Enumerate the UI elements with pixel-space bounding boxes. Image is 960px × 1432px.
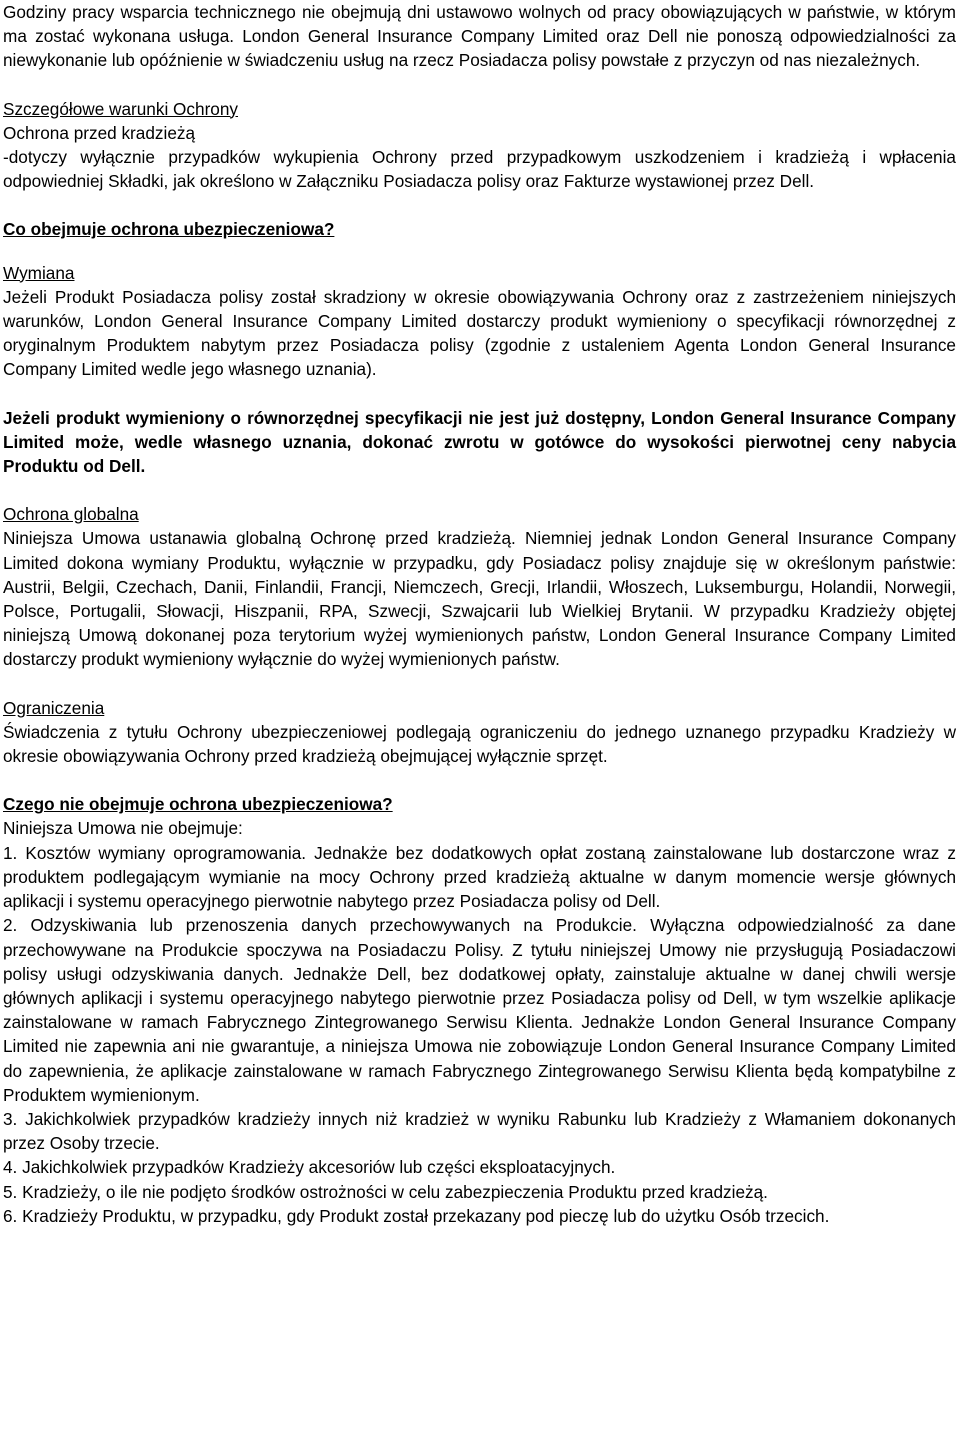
subheading-replacement: Wymiana <box>3 262 75 283</box>
spacer <box>3 242 956 261</box>
cash-refund-note: Jeżeli produkt wymieniony o równorzędnej specyfikacji nie jest już dostępny, London General Insurance Company Limited może, wedle własnego uznania, dokonać zwrotu w gotówce do wysokości pierwotnej ceny nabycia Produktu od Dell. <box>3 407 956 477</box>
subheading-theft-protection: Ochrona przed kradzieżą <box>3 122 196 143</box>
section-heading-details: Szczegółowe warunki Ochrony <box>3 98 239 119</box>
subheading-global-protection: Ochrona globalna <box>3 504 139 525</box>
section-heading-coverage: Co obejmuje ochrona ubezpieczeniowa? <box>3 219 335 240</box>
spacer <box>3 193 956 217</box>
global-protection-paragraph: Niniejsza Umowa ustanawia globalną Ochronę przed kradzieżą. Niemniej jednak London General Insurance Company Limited dokona wymiany Produktu, wyłącznie w przypadku, gdy Posiadacz polisy znajduje się w określonym państwie: Austrii, Belgii, Czechach, Danii, Finlandii, Francji, Niemczech, Grecji, Irlandii, Włoszech, Luksemburgu, Holandii, Norwegii, Polsce, Portugalii, Słowacji, Hiszpanii, RPA, Szwecji, Szwajcarii lub Wielkiej Brytanii. W przypadku Kradzieży objętej niniejszą Umową dokonanej poza terytorium wyżej wymienionych państw, London General Insurance Company Limited dostarczy produkt wymieniony wyłącznie do wyżej wymienionych państw. <box>3 528 956 670</box>
section-heading-exclusions: Czego nie obejmuje ochrona ubezpieczeniowa? <box>3 794 393 815</box>
spacer <box>3 478 956 502</box>
details-paragraph: -dotyczy wyłącznie przypadków wykupienia Ochrony przed przypadkowym uszkodzeniem i kradzieżą i wpłacenia odpowiedniej Składki, jak określono w Załączniku Posiadacza polisy oraz Fakturze wystawionej przez Dell. <box>3 147 956 192</box>
spacer <box>3 768 956 792</box>
replacement-paragraph: Jeżeli Produkt Posiadacza polisy został skradziony w okresie obowiązywania Ochrony oraz z zastrzeżeniem niniejszych warunków, London General Insurance Company Limited dostarczy produkt wymieniony o specyfikacji równorzędnej z oryginalnym Produktem nabytym przez Posiadacza polisy (zgodnie z ustaleniem Agenta London General Insurance Company Limited wedle jego własnego uznania). <box>3 286 956 380</box>
exclusion-item-5: 5. Kradzieży, o ile nie podjęto środków ostrożności w celu zabezpieczenia Produktu przed kradzieżą. <box>3 1181 768 1202</box>
exclusion-item-3: 3. Jakichkolwiek przypadków kradzieży innych niż kradzież w wyniku Rabunku lub Kradzieży z Włamaniem dokonanych przez Osoby trzecie. <box>3 1108 956 1154</box>
intro-paragraph: Godziny pracy wsparcia technicznego nie obejmują dni ustawowo wolnych od pracy obowiązujących w państwie, w którym ma zostać wykonana usługa. London General Insurance Company Limited oraz Dell nie ponoszą odpowiedzialności za niewykonanie lub opóźnienie w świadczeniu usług na rzecz Posiadacza polisy powstałe z przyczyn od nas niezależnych. <box>3 2 956 71</box>
exclusion-item-6: 6. Kradzieży Produktu, w przypadku, gdy Produkt został przekazany pod pieczę lub do użytku Osób trzecich. <box>3 1205 830 1226</box>
spacer <box>3 382 956 406</box>
exclusion-item-1: 1. Kosztów wymiany oprogramowania. Jednakże bez dodatkowych opłat zostaną zainstalowane lub dostarczone wraz z produktem podlegającym wymianie na mocy Ochrony przed kradzieżą aktualne w danym momencie wersje głównych aplikacji i systemu operacyjnego pierwotnie nabytego przez Posiadacza polisy od Dell. <box>3 842 956 912</box>
spacer <box>3 672 956 696</box>
exclusion-item-2: 2. Odzyskiwania lub przenoszenia danych przechowywanych na Produkcie. Wyłączna odpowiedzialność za dane przechowywane na Produkcie spoczywa na Posiadaczu Polisy. Z tytułu niniejszej Umowy nie przysługują Posiadaczowi polisy usługi odzyskiwania danych. Jednakże Dell, bez dodatkowej opłaty, zainstaluje aktualne w danej chwili wersje głównych aplikacji i systemu operacyjnego nabytego pierwotnie przez Posiadacza polisy od Dell, w tym wszelkie aplikacje zainstalowane w ramach Fabrycznego Zintegrowanego Serwisu Klienta. Jednakże London General Insurance Company Limited nie zapewnia ani nie gwarantuje, a niniejsza Umowa nie zobowiązuje London General Insurance Company Limited do zapewnienia, że aplikacje zainstalowane w ramach Fabrycznego Zintegrowanego Serwisu Klienta będą kompatybilne z Produktem wymienionym. <box>3 915 956 1105</box>
spacer <box>3 73 956 97</box>
exclusion-item-4: 4. Jakichkolwiek przypadków Kradzieży akcesoriów lub części eksploatacyjnych. <box>3 1157 616 1178</box>
limitations-paragraph: Świadczenia z tytułu Ochrony ubezpieczeniowej podlegają ograniczeniu do jednego uznanego przypadku Kradzieży w okresie obowiązywania Ochrony przed kradzieżą obejmującej wyłącznie sprzęt. <box>3 721 956 767</box>
exclusions-intro: Niniejsza Umowa nie obejmuje: <box>3 818 243 839</box>
subheading-limitations: Ograniczenia <box>3 697 105 718</box>
